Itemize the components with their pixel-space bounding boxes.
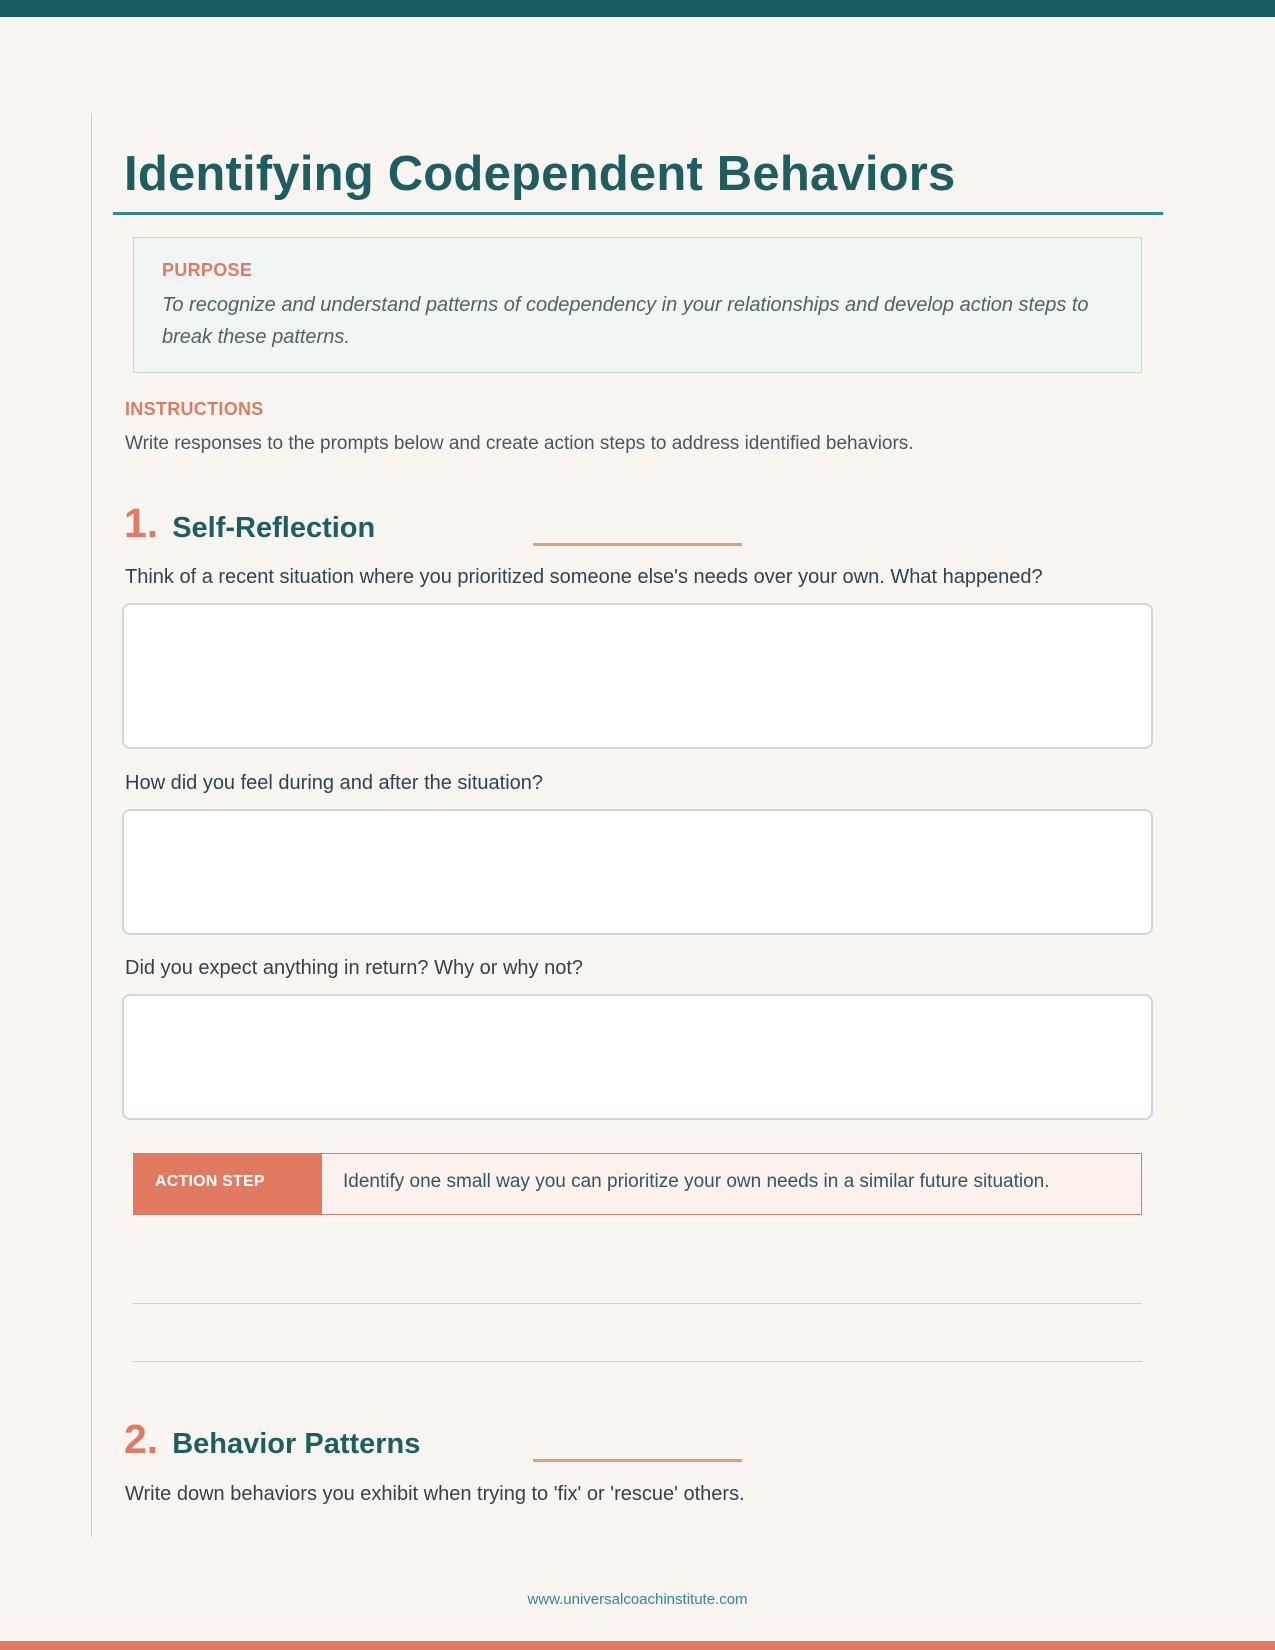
section-2-prompt-1: Write down behaviors you exhibit when trying to 'fix' or 'rescue' others. (125, 1483, 745, 1505)
action-step-text: Identify one small way you can prioritize your own needs in a similar future situation. (343, 1171, 1050, 1192)
action-step-write-line-1[interactable] (133, 1303, 1142, 1304)
section-2-title: Behavior Patterns (172, 1428, 421, 1460)
section-2-number: 2. (124, 1416, 159, 1462)
bottom-banner (0, 1641, 1275, 1650)
section-1-answer-2[interactable] (122, 809, 1153, 935)
section-1-heading (124, 500, 375, 547)
section-1-answer-3[interactable] (122, 994, 1153, 1120)
section-1-prompt-3: Did you expect anything in return? Why or why not? (125, 957, 584, 979)
section-1-underline (533, 543, 742, 546)
action-step-write-line-2[interactable] (133, 1361, 1142, 1362)
section-1-number: 1. (124, 500, 159, 546)
instructions-label: INSTRUCTIONS (125, 399, 264, 419)
section-2-heading (124, 1416, 420, 1463)
action-step-label: ACTION STEP (134, 1154, 322, 1214)
purpose-text: To recognize and understand patterns of codependency in your relationships and develop action steps to break these patterns. (162, 294, 1089, 348)
left-margin-rule (91, 113, 92, 1537)
section-2-underline (533, 1459, 742, 1462)
purpose-label: PURPOSE (162, 260, 253, 280)
section-1-answer-1[interactable] (122, 603, 1153, 749)
page-title: Identifying Codependent Behaviors (124, 147, 956, 201)
title-divider (113, 212, 1163, 215)
section-1-title: Self-Reflection (172, 512, 376, 544)
top-banner (0, 0, 1275, 17)
instructions-text: Write responses to the prompts below and create action steps to address identified behaviors. (125, 433, 914, 454)
section-1-prompt-1: Think of a recent situation where you prioritized someone else's needs over your own. What happened? (125, 566, 1043, 588)
purpose-box (133, 237, 1142, 373)
footer-url: www.universalcoachinstitute.com (527, 1591, 748, 1608)
section-1-prompt-2: How did you feel during and after the situation? (125, 772, 544, 794)
action-step-box (133, 1153, 1142, 1215)
